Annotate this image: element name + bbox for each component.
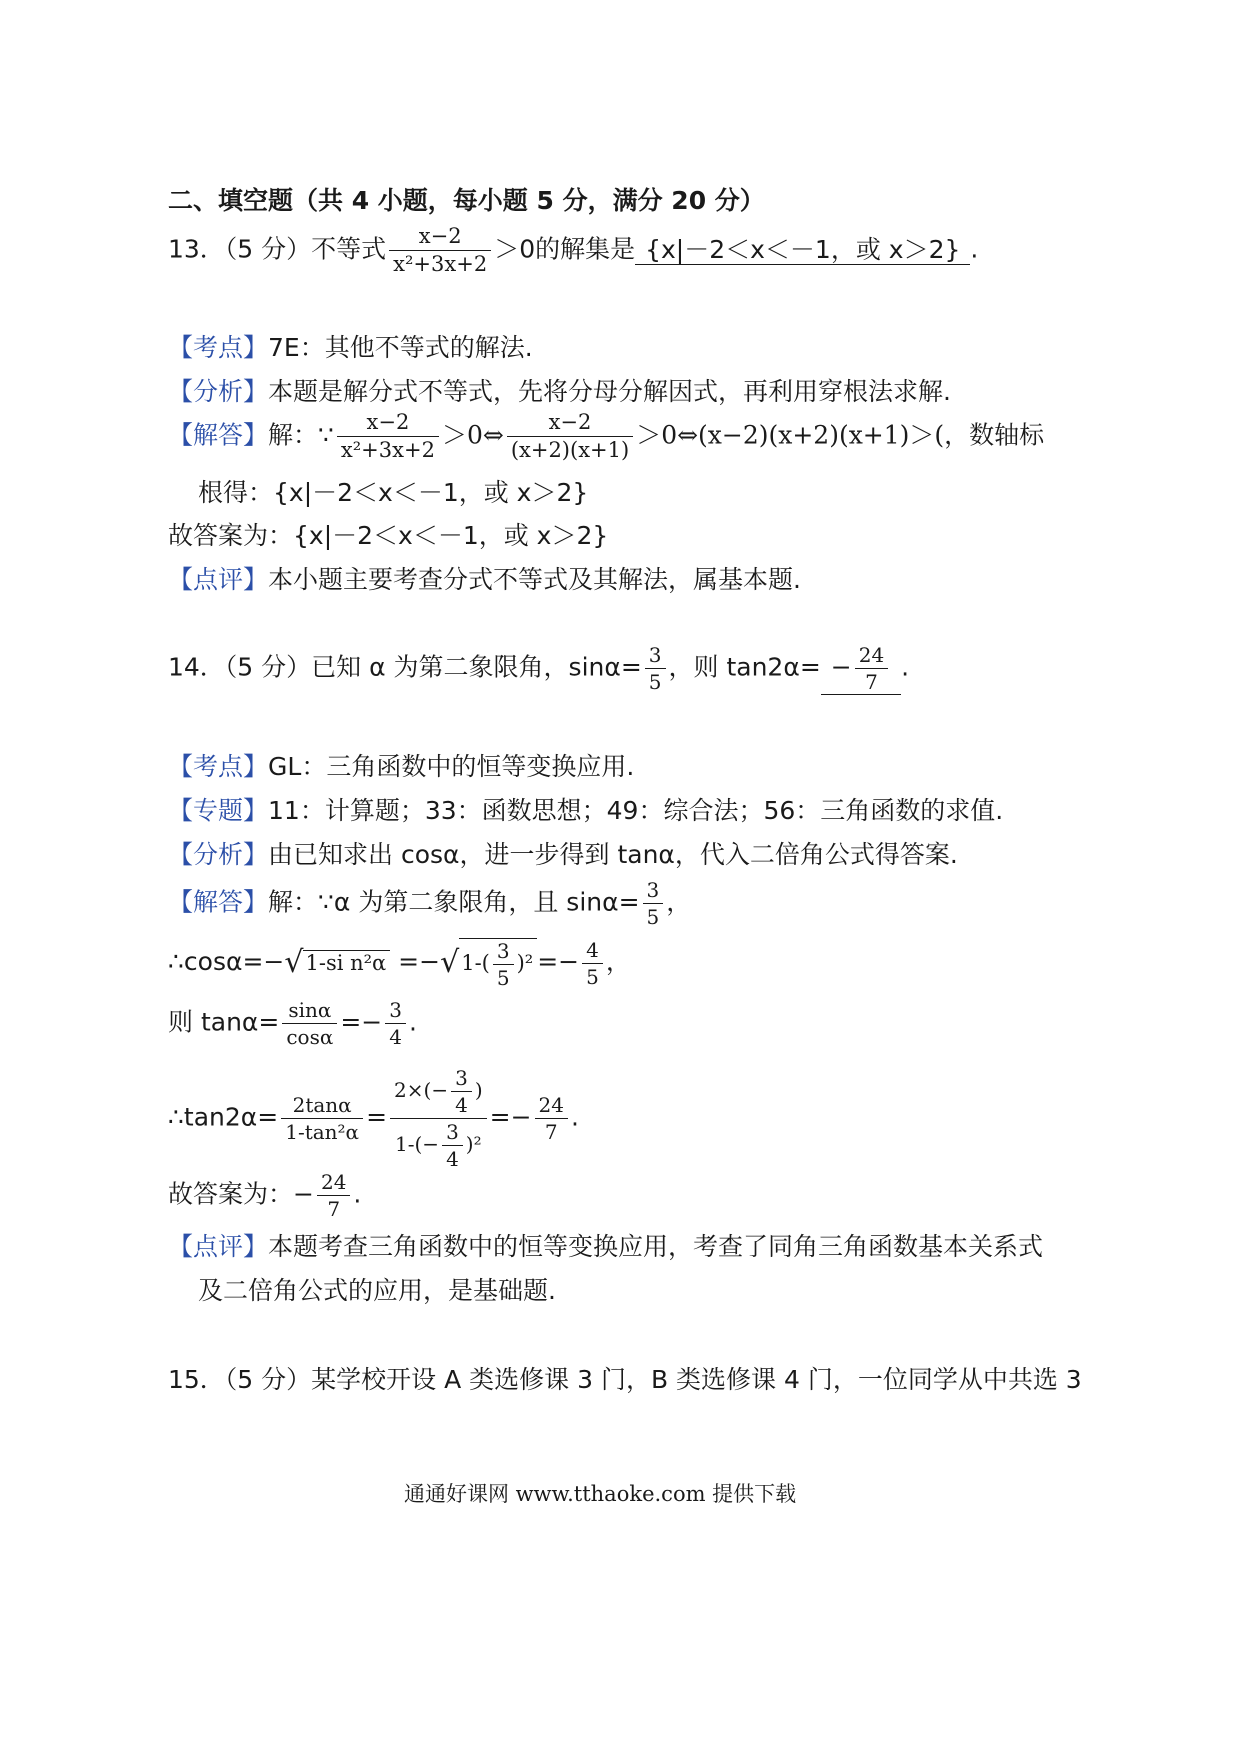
q13-answer-line: 故答案为：{x|－2＜x＜－1，或 x＞2} [168, 521, 609, 550]
q14-jieda: 【解答】解：∵α 为第二象限角，且 sinα= $\frac{3}{5}$ ， [168, 878, 692, 929]
q14-fenxi: 【分析】由已知求出 cosα，进一步得到 tanα，代入二倍角公式得答案. [168, 840, 958, 869]
footer-text: 通通好课网 www.tthaoke.com 提供下载 [404, 1482, 797, 1506]
question-15: 15．（5 分）某学校开设 A 类选修课 3 门，B 类选修课 4 门，一位同学从中共选 3 [168, 1365, 1082, 1394]
label-fenxi: 【分析】 [168, 377, 269, 406]
label-jieda: 【解答】 [168, 420, 269, 450]
q13-kaodian: 【考点】7E：其他不等式的解法. [168, 333, 533, 362]
section-title: 二、填空题（共 4 小题，每小题 5 分，满分 20 分） [168, 186, 765, 215]
q13-answer: {x|－2＜x＜－1，或 x＞2} [635, 237, 970, 265]
question-13: 13．（5 分）不等式 $\frac{x-2}{\text{x²+3x+2}}$ ＞0的解集是 {x|－2＜x＜－1，或 x＞2} . [168, 224, 979, 276]
q14-answer-line: 故答案为：− $\frac{24}{7}$ . [168, 1170, 362, 1221]
q13-jieda-line2: 根得：{x|－2＜x＜－1，或 x＞2} [198, 478, 589, 507]
q14-zhuanti: 【专题】11：计算题；33：函数思想；49：综合法；56：三角函数的求值. [168, 796, 1004, 825]
label-zhuanti: 【专题】 [168, 796, 269, 825]
q14-kaodian: 【考点】GL：三角函数中的恒等变换应用. [168, 752, 635, 781]
q13-fenxi: 【分析】本题是解分式不等式，先将分母分解因式，再利用穿根法求解. [168, 377, 951, 406]
question-14: 14．（5 分）已知 α 为第二象限角，sinα= $\frac{3}{5}$ ，则 tan2α= − $\frac{24}{7}$ . [168, 643, 910, 694]
q14-dianping: 【点评】本题考查三角函数中的恒等变换应用，考查了同角三角函数基本关系式 [168, 1232, 1044, 1261]
label-dianping: 【点评】 [168, 565, 269, 594]
q14-tan-line: 则 tanα= $\frac{\sin\alpha}{\cos\alpha}$ =− $\frac{3}{4}$ . [168, 998, 417, 1049]
q14-cos-line: ∴cosα=−√1-si n²α =−√1-( $\frac{3}{5}$ )² =− $\frac{4}{5}$ ， [168, 937, 631, 990]
q13-dianping: 【点评】本小题主要考查分式不等式及其解法，属基本题. [168, 565, 801, 594]
q13-after: ＞0的解集是 [494, 234, 636, 264]
label-kaodian: 【考点】 [168, 333, 269, 362]
q14-tan2-line: ∴tan2α= $\frac{2\tan\alpha}{\text{1-tan²α}}$ = 2×(− $\frac{3}{4}$ ) 1-(− $\frac{3}{4}$ )² =− $\frac{24}{7}$ . [168, 1066, 579, 1171]
q14-answer: − $\frac{24}{7}$ [821, 645, 901, 695]
q13-prefix: 13．（5 分）不等式 [168, 234, 387, 264]
q13-jieda: 【解答】解：∵ $\frac{x-2}{\text{x²+3x+2}}$ ＞0⇔ $\frac{x-2}{(x+2)(x+1)}$ ＞0⇔(x−2)(x+2)(x+1)＞(，数轴标 [168, 410, 1045, 462]
q14-dianping-line2: 及二倍角公式的应用，是基础题. [198, 1276, 556, 1305]
q13-fraction: $\frac{x-2}{\text{x²+3x+2}}$ [389, 226, 491, 275]
